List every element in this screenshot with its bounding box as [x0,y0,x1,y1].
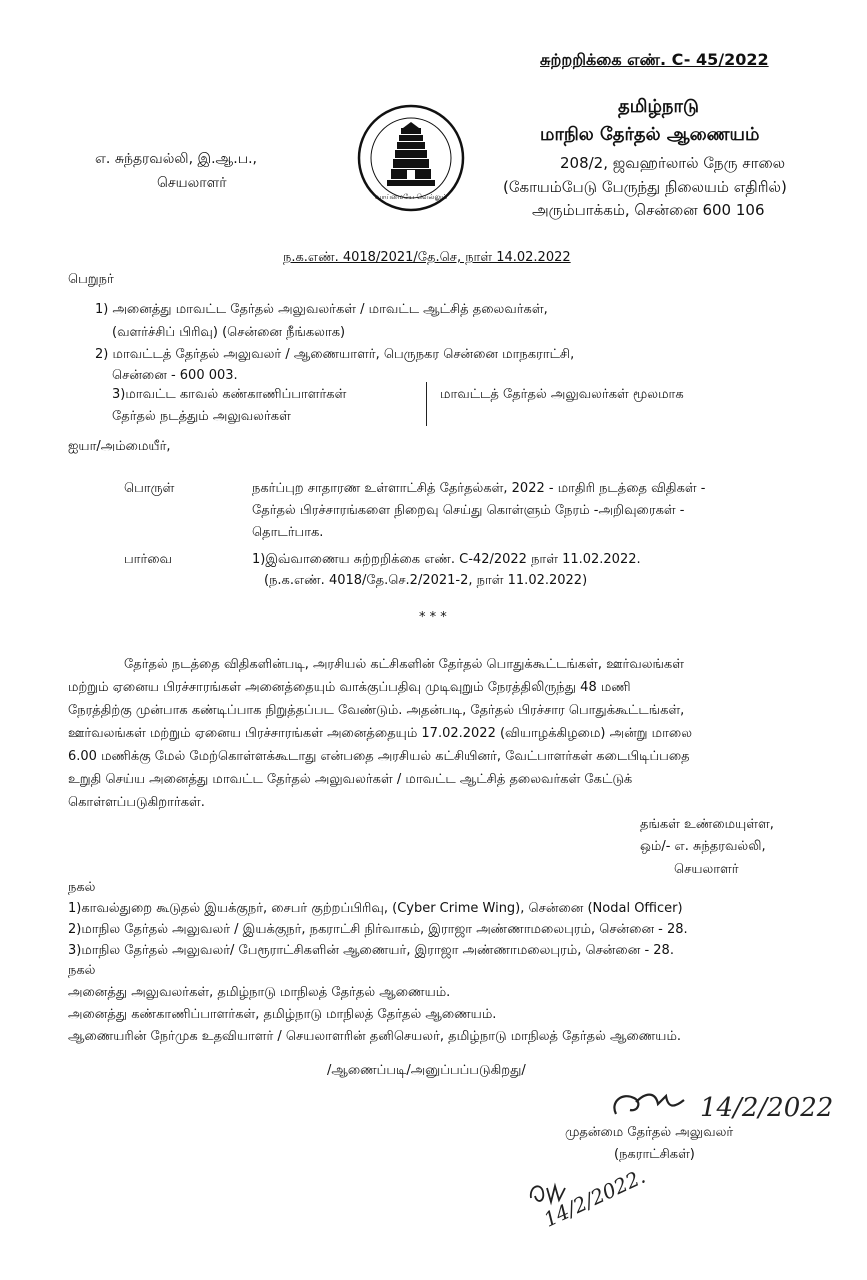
address-line2: (கோயம்பேடு பேருந்து நிலையம் எதிரில்) [503,178,787,196]
body-line-6: உறுதி செய்ய அனைத்து மாவட்ட தேர்தல் அலுவலர்கள் / மாவட்ட ஆட்சித் தலைவர்கள் கேட்டுக் [68,772,633,787]
subject-label: பொருள் [124,481,175,496]
reference-line2: (ந.க.எண். 4018/தே.செ.2/2021-2, நாள் 11.02.2022) [264,573,588,588]
body-line-1: தேர்தல் நடத்தை விதிகளின்படி, அரசியல் கட்சிகளின் தேர்தல் பொதுக்கூட்டங்கள், ஊர்வலங்கள் [124,657,684,672]
copy2-item-1: அனைத்து அலுவலர்கள், தமிழ்நாடு மாநிலத் தேர்தல் ஆணையம். [68,985,451,1000]
section-stars: * * * [419,610,447,625]
circular-number: சுற்றறிக்கை எண். C- 45/2022 [540,50,769,69]
recipient-1b: (வளர்ச்சிப் பிரிவு) (சென்னை நீங்கலாக) [112,325,346,340]
recipient-3a: 3)மாவட்ட காவல் கண்காணிப்பாளர்கள் [112,387,347,402]
signature-date: 14/2/2022 [700,1093,834,1123]
org-name-line2: மாநில தேர்தல் ஆணையம் [540,124,760,145]
sender-title: செயலாளர் [157,175,227,191]
reference-label: பார்வை [124,552,173,567]
officer-line2: (நகராட்சிகள்) [614,1147,695,1162]
tamil-nadu-emblem-icon [357,104,465,212]
subject-line1: நகர்ப்புற சாதாரண உள்ளாட்சித் தேர்தல்கள், 2022 - மாதிரி நடத்தை விதிகள் - [252,481,706,496]
body-line-2: மற்றும் ஏனைய பிரச்சாரங்கள் அனைத்தையும் வாக்குப்பதிவு முடிவுறும் நேரத்திலிருந்து 48 மணி [68,680,631,695]
copy-item-2: 2)மாநில தேர்தல் அலுவலர் / இயக்குநர், நகராட்சி நிர்வாகம், இராஜா அண்ணாமலைபுரம், சென்னை - 28. [68,922,688,937]
copy2-item-2: அனைத்து கண்காணிப்பாளர்கள், தமிழ்நாடு மாநிலத் தேர்தல் ஆணையம். [68,1007,497,1022]
copy-label-1: நகல் [68,880,96,895]
recipient-divider [426,382,427,426]
address-line1: 208/2, ஜவஹர்லால் நேரு சாலை [560,154,786,172]
emblem-motto: வாய்மையே வெல்லும் [374,193,448,201]
recipient-2a: 2) மாவட்டத் தேர்தல் அலுவலர் / ஆணையாளர், பெருநகர சென்னை மாநகராட்சி, [95,347,575,362]
body-line-7: கொள்ளப்படுகிறார்கள். [68,795,205,810]
subject-line2: தேர்தல் பிரச்சாரங்களை நிறைவு செய்து கொள்ளும் நேரம் -அறிவுரைகள் - [252,503,685,518]
body-line-4: ஊர்வலங்கள் மற்றும் ஏனைய பிரச்சாரங்கள் அனைத்தையும் 17.02.2022 (வியாழக்கிழமை) அன்று மாலை [68,726,693,741]
closing-line3: செயலாளர் [674,862,739,877]
officer-line1: முதன்மை தேர்தல் அலுவலர் [565,1125,734,1140]
copy-label-2: நகல் [68,963,96,978]
initials-date: 14/2/2022. [540,1163,649,1232]
copy-item-3: 3)மாநில தேர்தல் அலுவலர்/ பேரூராட்சிகளின் ஆணையர், இராஜா அண்ணாமலைபுரம், சென்னை - 28. [68,943,674,958]
body-line-3: நேரத்திற்கு முன்பாக கண்டிப்பாக நிறுத்தப்பட வேண்டும். அதன்படி, தேர்தல் பிரச்சார பொதுக்கூட்டங்கள், [68,703,685,718]
salutation: ஐயா/அம்மையீர், [68,439,171,454]
reference-number-line: ந.க.எண். 4018/2021/தே.செ, நாள் 14.02.2022 [283,250,571,265]
recipient-1a: 1) அனைத்து மாவட்ட தேர்தல் அலுவலர்கள் / மாவட்ட ஆட்சித் தலைவர்கள், [95,302,548,317]
recipient-2b: சென்னை - 600 003. [112,368,238,383]
recipient-3b: தேர்தல் நடத்தும் அலுவலர்கள் [112,409,291,424]
closing-line2: ஒம்/- எ. சுந்தரவல்லி, [640,839,766,854]
subject-line3: தொடர்பாக. [252,525,324,540]
org-name-line1: தமிழ்நாடு [618,96,699,117]
copy-item-1: 1)காவல்துறை கூடுதல் இயக்குநர், சைபர் குற்றப்பிரிவு, (Cyber Crime Wing), சென்னை (Nodal Officer) [68,901,683,916]
address-line3: அரும்பாக்கம், சென்னை 600 106 [532,201,765,219]
reference-line1: 1)இவ்வாணைய சுற்றறிக்கை எண். C-42/2022 நாள் 11.02.2022. [252,552,641,567]
recipients-label: பெறுநர் [68,272,114,287]
sender-name: எ. சுந்தரவல்லி, இ.ஆ.ப., [95,151,258,167]
body-line-5: 6.00 மணிக்கு மேல் மேற்கொள்ளக்கூடாது என்பதை அரசியல் கட்சியினர், வேட்பாளர்கள் கடைபிடிப்பதை [68,749,690,764]
recipient-3-right: மாவட்டத் தேர்தல் அலுவலர்கள் மூலமாக [440,387,684,402]
forward-line: /ஆணைப்படி/அனுப்பப்படுகிறது/ [327,1063,526,1078]
copy2-item-3: ஆணையரின் நேர்முக உதவியாளர் / செயலாளரின் தனிசெயலர், தமிழ்நாடு மாநிலத் தேர்தல் ஆணையம். [68,1029,682,1044]
closing-line1: தங்கள் உண்மையுள்ள, [640,817,774,832]
